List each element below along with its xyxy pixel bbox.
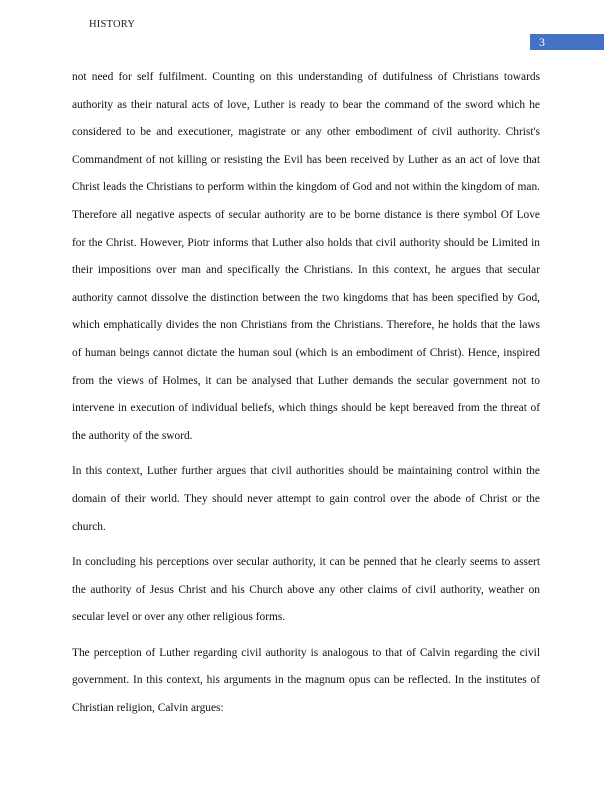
- paragraph: In concluding his perceptions over secular authority, it can be penned that he clearly seems to assert the authority of Jesus Christ and his Church above any other claims of civil authority, weather on secular level or over any other religious forms.: [72, 556, 540, 624]
- page-number: 3: [539, 35, 545, 49]
- paragraph: In this context, Luther further argues that civil authorities should be maintaining control within the domain of their world. They should never attempt to gain control over the abode of Christ or the church.: [72, 465, 540, 533]
- page-number-bar: [530, 34, 604, 50]
- running-head: HISTORY: [89, 19, 136, 30]
- paragraph: not need for self fulfilment. Counting on this understanding of dutifulness of Christians towards authority as their natural acts of love, Luther is ready to bear the command of the sword which he considered to be and executioner, magistrate or any other embodiment of civil authority. Christ's Commandment of not killing or resisting the Evil has been received by Luther as an act of love that Christ leads the Christians to perform within the kingdom of God and not within the kingdom of man. Therefore all negative aspects of secular authority are to be borne distance is there symbol Of Love for the Christ. However, Piotr informs that Luther also holds that civil authority should be Limited in their impositions over man and specifically the Christians. In this context, he argues that secular authority cannot dissolve the distinction between the two kingdoms that has been specified by God, which emphatically divides the non Christians from the Christians. Therefore, he holds that the laws of human beings cannot dictate the human soul (which is an embodiment of Christ). Hence, inspired from the views of Holmes, it can be analysed that Luther demands the secular government not to intervene in execution of individual beliefs, which things should be kept bereaved from the threat of the authority of the sword.: [72, 71, 540, 442]
- body-text: [72, 64, 540, 731]
- paragraph: The perception of Luther regarding civil authority is analogous to that of Calvin regarding the civil government. In this context, his arguments in the magnum opus can be reflected. In the institutes of Christian religion, Calvin argues:: [72, 646, 540, 715]
